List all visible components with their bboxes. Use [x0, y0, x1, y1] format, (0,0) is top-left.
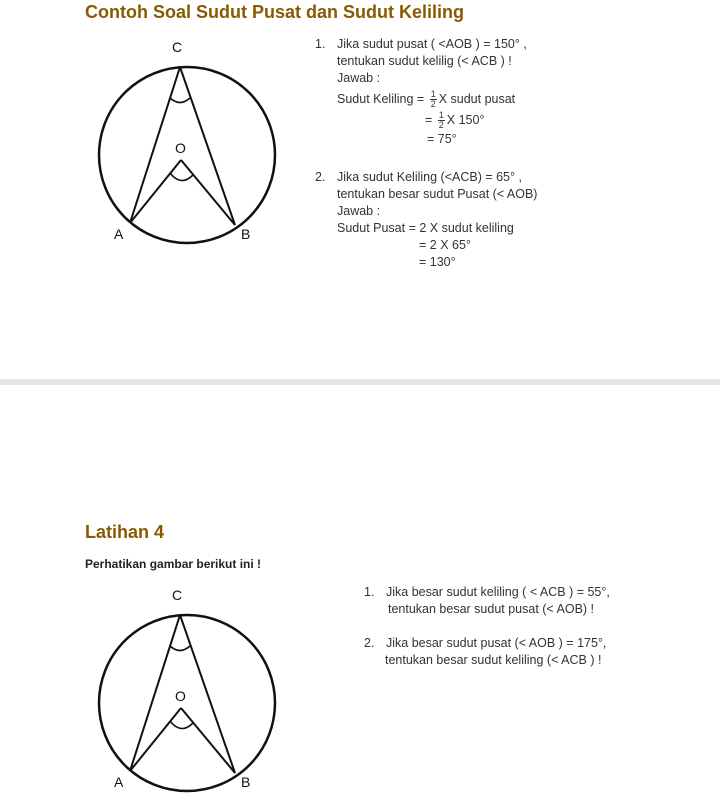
- arc-angle-o: [170, 721, 193, 729]
- label-a: A: [114, 774, 124, 790]
- radius-oa: [130, 160, 181, 223]
- arc-angle-c: [170, 646, 190, 651]
- arc-angle-c: [170, 98, 190, 103]
- label-c: C: [172, 39, 183, 55]
- example-problem-1: 1. Jika sudut pusat ( <AOB ) = 150° , tentukan sudut kelilig (< ACB ) ! Jawab : Sudut Keliling = $\frac{1}{2}$ X sudut pusat = $\frac{1}{2}$ X 150° = 75°: [315, 37, 527, 146]
- arc-angle-o: [170, 173, 193, 181]
- section1-title: Contoh Soal Sudut Pusat dan Sudut Keliling: [85, 2, 464, 22]
- chord-cb: [180, 615, 235, 773]
- circle-diagram-2: [90, 583, 290, 796]
- chord-cb: [180, 67, 235, 225]
- chord-ca: [130, 67, 180, 223]
- label-o: O: [175, 140, 186, 156]
- label-o: O: [175, 688, 186, 704]
- section2-instruction: Perhatikan gambar berikut ini !: [85, 557, 262, 571]
- section2-title: Latihan 4: [85, 522, 165, 542]
- page-divider: [0, 379, 720, 385]
- label-b: B: [241, 774, 251, 790]
- circle-outline: [99, 67, 275, 243]
- label-a: A: [114, 226, 124, 242]
- label-b: B: [241, 226, 251, 242]
- radius-oa: [130, 708, 181, 771]
- problem-number: 1.: [315, 37, 326, 51]
- circle-outline: [99, 615, 275, 791]
- problem-number: 1.: [364, 585, 375, 599]
- radius-ob: [181, 708, 235, 773]
- exercise-problem-2: 2. Jika besar sudut pusat (< AOB ) = 175°, tentukan besar sudut keliling (< ACB ) !: [364, 636, 607, 667]
- label-c: C: [172, 587, 183, 603]
- radius-ob: [181, 160, 235, 225]
- problem-number: 2.: [364, 636, 375, 650]
- chord-ca: [130, 615, 180, 771]
- exercise-problem-1: 1. Jika besar sudut keliling ( < ACB ) = 55°, tentukan besar sudut pusat (< AOB) !: [364, 585, 610, 616]
- circle-diagram-1: [90, 35, 290, 250]
- example-problem-2: 2. Jika sudut Keliling (<ACB) = 65° , tentukan besar sudut Pusat (< AOB) Jawab : Sudut Pusat = 2 X sudut keliling = 2 X 65° = 130°: [315, 170, 538, 269]
- problem-number: 2.: [315, 170, 326, 184]
